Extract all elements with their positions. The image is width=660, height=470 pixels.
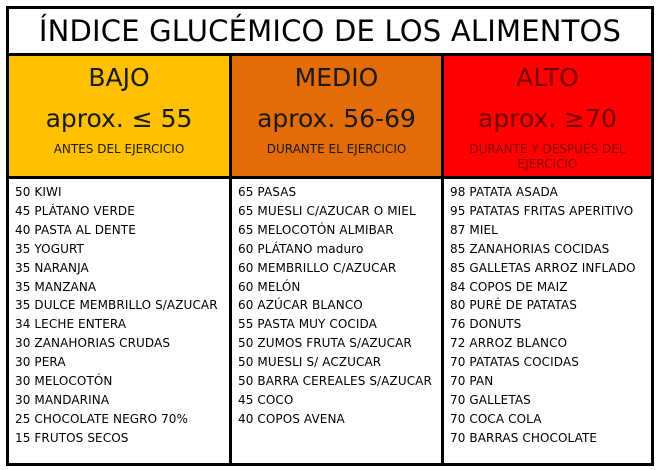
food-item: 60 AZÚCAR BLANCO (238, 298, 363, 313)
food-item: 25 CHOCOLATE NEGRO 70% (15, 411, 189, 426)
glycemic-index-table (6, 6, 654, 466)
food-item: 30 ZANAHORIAS CRUDAS (15, 336, 171, 351)
food-item: 72 ARROZ BLANCO (450, 336, 568, 351)
column-alto (444, 56, 651, 463)
food-list-alto (444, 179, 651, 463)
food-item: 40 COPOS AVENA (238, 411, 345, 426)
food-item: 55 PASTA MUY COCIDA (238, 317, 377, 332)
food-item: 87 MIEL (450, 222, 498, 237)
food-list-bajo (9, 179, 229, 463)
food-item: 70 PAN (450, 374, 494, 389)
food-item: 70 COCA COLA (450, 411, 542, 426)
timing-label: ANTES DEL EJERCICIO (53, 142, 185, 156)
food-item: 50 MUESLI S/ ACZUCAR (238, 355, 382, 370)
food-item: 35 YOGURT (15, 241, 84, 256)
level-label: BAJO (88, 63, 150, 92)
food-item: 35 DULCE MEMBRILLO S/AZUCAR (15, 298, 218, 313)
food-item: 15 FRUTOS SECOS (15, 430, 129, 445)
food-item: 84 COPOS DE MAIZ (450, 279, 568, 294)
food-item: 35 NARANJA (15, 260, 89, 275)
column-medio (232, 56, 441, 463)
food-item: 34 LECHE ENTERA (15, 317, 127, 332)
food-item: 70 PATATAS COCIDAS (450, 355, 579, 370)
food-item: 65 MELOCOTÓN ALMIBAR (238, 222, 394, 237)
food-item: 76 DONUTS (450, 317, 522, 332)
food-item: 30 MELOCOTÓN (15, 374, 113, 389)
food-item: 70 GALLETAS (450, 392, 531, 407)
food-item: 85 ZANAHORIAS COCIDAS (450, 241, 610, 256)
food-item: 30 PERA (15, 355, 66, 370)
food-item: 95 PATATAS FRITAS APERITIVO (450, 203, 634, 218)
level-label: MEDIO (294, 63, 379, 92)
food-item: 50 BARRA CEREALES S/AZUCAR (238, 374, 432, 389)
header-medio (232, 56, 441, 176)
food-item: 70 BARRAS CHOCOLATE (450, 430, 598, 445)
column-bajo (9, 56, 229, 463)
timing-label: DURANTE EL EJERCICIO (266, 142, 407, 156)
timing-label: DURANTE Y DESPUÉS DEL EJERCICIO (469, 142, 626, 171)
food-item: 60 MELÓN (238, 279, 301, 294)
food-item: 50 ZUMOS FRUTA S/AZUCAR (238, 336, 412, 351)
header-bajo (9, 56, 229, 176)
level-label: ALTO (516, 63, 579, 92)
food-item: 98 PATATA ASADA (450, 185, 558, 199)
range-label: aprox. ≥70 (478, 104, 617, 133)
food-item: 45 COCO (238, 392, 294, 407)
food-item: 80 PURÉ DE PATATAS (450, 298, 577, 313)
food-item: 60 MEMBRILLO C/AZUCAR (238, 260, 397, 275)
food-item: 65 PASAS (238, 185, 297, 199)
food-item: 85 GALLETAS ARROZ INFLADO (450, 260, 636, 275)
food-item: 65 MUESLI C/AZUCAR O MIEL (238, 203, 416, 218)
range-label: aprox. 56-69 (257, 104, 416, 133)
food-item: 50 KIWI (15, 185, 62, 199)
food-item: 30 MANDARINA (15, 392, 110, 407)
food-item: 60 PLÁTANO maduro (238, 241, 364, 256)
food-list-medio (232, 179, 441, 463)
food-item: 45 PLÁTANO VERDE (15, 203, 135, 218)
range-label: aprox. ≤ 55 (45, 104, 193, 133)
food-item: 35 MANZANA (15, 279, 97, 294)
table-title: ÍNDICE GLUCÉMICO DE LOS ALIMENTOS (9, 9, 651, 53)
header-alto (444, 56, 651, 176)
food-item: 40 PASTA AL DENTE (15, 222, 136, 237)
